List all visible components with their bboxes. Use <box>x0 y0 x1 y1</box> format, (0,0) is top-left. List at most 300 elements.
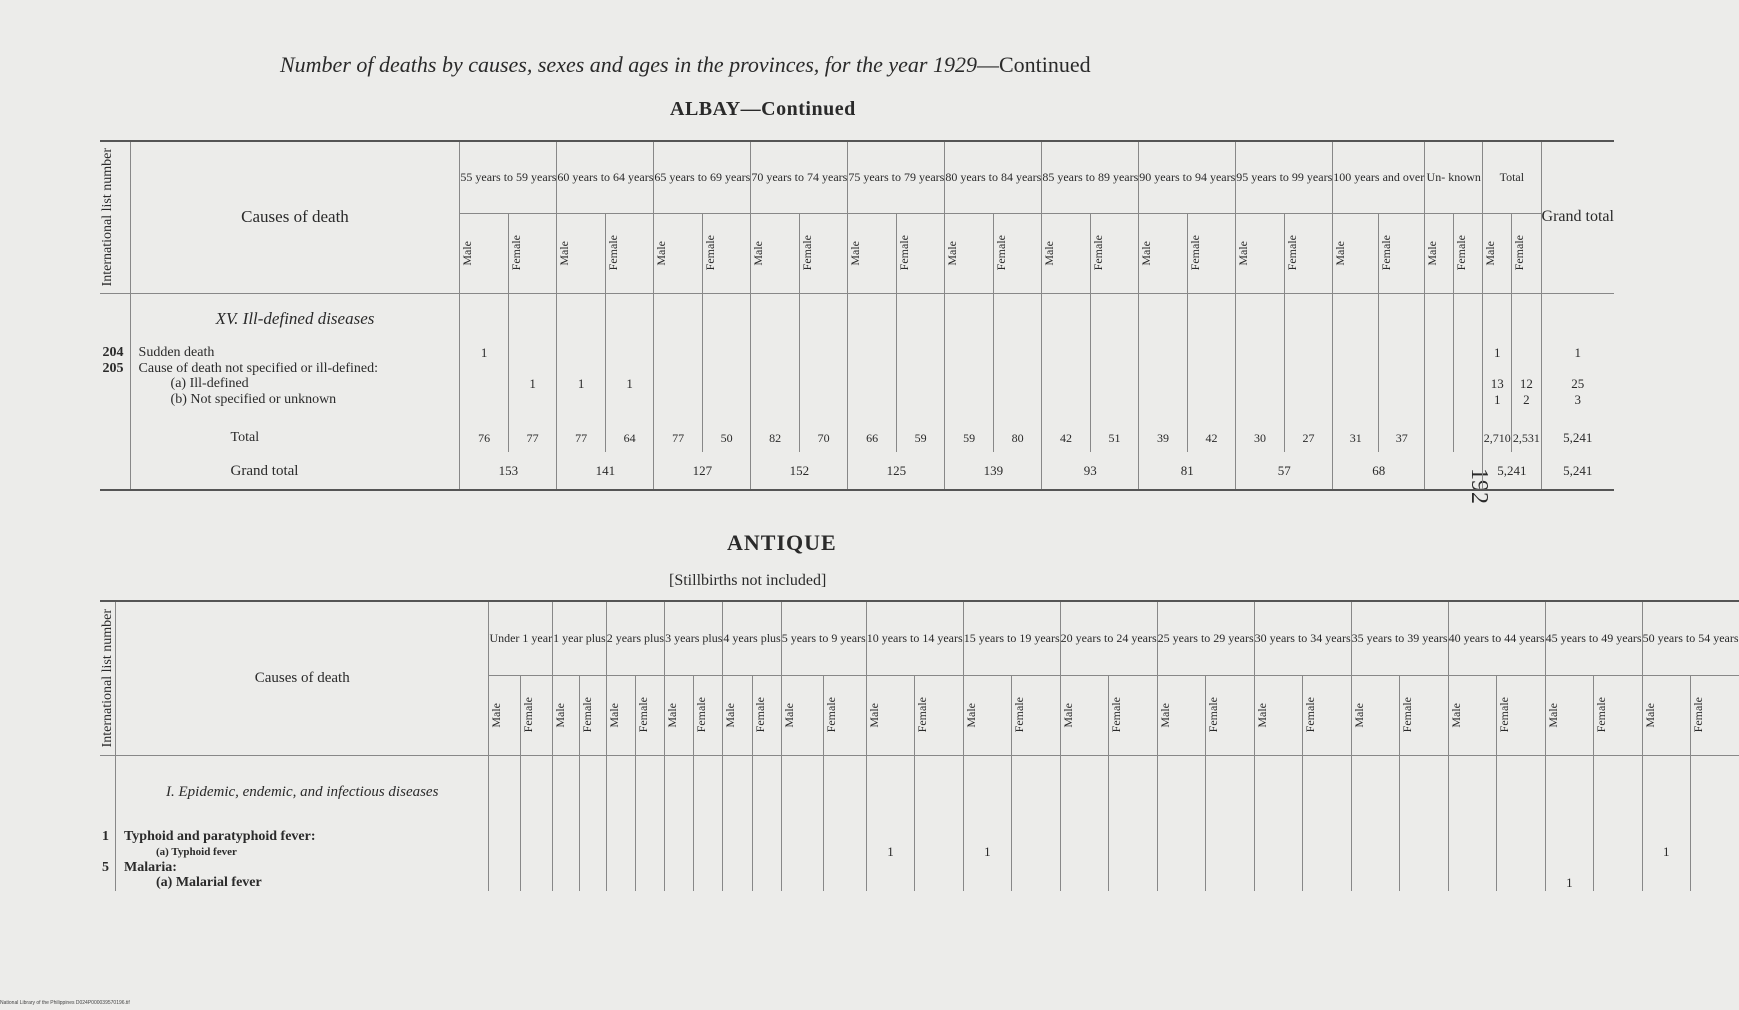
sex-header-male <box>1157 675 1205 755</box>
age-group-header: 1 year plus <box>553 601 607 675</box>
data-cell <box>635 844 664 860</box>
data-cell <box>1454 345 1483 361</box>
grand-age-cell: 141 <box>557 452 654 490</box>
data-cell <box>723 860 752 875</box>
empty-cell <box>1187 408 1236 424</box>
empty-cell <box>945 293 993 345</box>
data-cell: 1 <box>605 376 654 392</box>
empty-cell <box>702 408 751 424</box>
title-suffix: —Continued <box>976 52 1091 77</box>
data-cell <box>1206 829 1255 844</box>
data-cell <box>1448 844 1496 860</box>
empty-cell <box>1090 293 1139 345</box>
cause-name: (a) Malarial fever <box>116 875 489 891</box>
data-cell <box>1284 345 1333 361</box>
empty-cell <box>1379 408 1425 424</box>
data-cell <box>1042 361 1090 376</box>
sex-label: Male <box>781 702 796 728</box>
sex-header-male <box>1139 213 1187 293</box>
data-cell <box>489 875 521 891</box>
age-group-header: 20 years to 24 years <box>1060 601 1157 675</box>
data-cell <box>1254 875 1302 891</box>
empty-cell <box>1379 293 1425 345</box>
data-cell <box>1303 860 1352 875</box>
antique-table <box>100 600 1739 891</box>
data-cell <box>866 829 914 844</box>
total-cell: 42 <box>1187 424 1236 452</box>
total-cell: 77 <box>557 424 605 452</box>
data-cell <box>723 829 752 844</box>
data-cell <box>1379 376 1425 392</box>
sex-label: Female <box>579 697 594 733</box>
sex-header-female <box>799 213 848 293</box>
empty-cell <box>1425 293 1454 345</box>
data-cell <box>1012 829 1061 844</box>
empty-cell <box>723 755 752 829</box>
sex-header-male <box>1448 675 1496 755</box>
data-cell <box>1187 376 1236 392</box>
data-cell <box>1454 392 1483 408</box>
sex-label: Female <box>824 697 839 733</box>
sex-label: Female <box>508 235 523 271</box>
total-cell: 27 <box>1284 424 1333 452</box>
empty-cell <box>1642 755 1690 829</box>
empty-cell <box>1690 755 1738 829</box>
sex-header-male <box>489 675 521 755</box>
sex-label: Female <box>1594 697 1609 733</box>
data-cell <box>1690 860 1738 875</box>
data-cell <box>1379 361 1425 376</box>
total-cell: 76 <box>460 424 508 452</box>
sex-label: Male <box>1236 240 1251 266</box>
data-cell <box>1206 860 1255 875</box>
data-cell <box>799 376 848 392</box>
empty-cell <box>1448 755 1496 829</box>
data-cell <box>1236 345 1284 361</box>
sex-header-male <box>460 213 508 293</box>
age-group-header: 85 years to 89 years <box>1042 141 1139 213</box>
table-row <box>100 345 1614 361</box>
sex-header-male <box>557 213 605 293</box>
data-cell: 1 <box>1642 844 1690 860</box>
empty-cell <box>1284 293 1333 345</box>
age-group-header: 15 years to 19 years <box>963 601 1060 675</box>
data-cell <box>1206 844 1255 860</box>
data-cell <box>1690 829 1738 844</box>
data-cell <box>665 875 694 891</box>
age-group-header: Un- known <box>1425 141 1483 213</box>
sex-label: Female <box>752 697 767 733</box>
data-cell <box>993 376 1042 392</box>
age-group-header: 3 years plus <box>665 601 723 675</box>
sex-header-male <box>654 213 702 293</box>
sex-header-female <box>1303 675 1352 755</box>
data-cell <box>1157 860 1205 875</box>
empty-cell <box>508 408 557 424</box>
data-cell <box>460 376 508 392</box>
data-cell <box>1254 860 1302 875</box>
data-cell <box>1060 875 1108 891</box>
sex-label: Male <box>751 240 766 266</box>
data-cell <box>848 392 896 408</box>
table-row <box>100 829 1739 844</box>
data-cell <box>553 829 580 844</box>
data-cell <box>1425 376 1454 392</box>
data-cell <box>993 361 1042 376</box>
grand-age-cell: 68 <box>1333 452 1425 490</box>
data-cell <box>579 860 606 875</box>
intl-code: 5 <box>102 859 109 875</box>
data-cell <box>665 829 694 844</box>
data-cell <box>1351 875 1399 891</box>
section-heading: I. Epidemic, endemic, and infectious diseases <box>116 755 489 829</box>
section-note: [Stillbirths not included] <box>669 572 827 589</box>
data-cell <box>915 860 964 875</box>
sex-header-male <box>665 675 694 755</box>
cause-name: Sudden death <box>130 345 460 361</box>
data-cell <box>635 829 664 844</box>
empty-cell <box>945 408 993 424</box>
sex-header-female <box>1690 675 1738 755</box>
data-cell <box>781 844 823 860</box>
sex-header-female <box>579 675 606 755</box>
data-cell <box>1642 860 1690 875</box>
data-cell <box>1351 844 1399 860</box>
grand-age-cell: 153 <box>460 452 557 490</box>
total-label: Total <box>130 424 460 452</box>
empty-cell <box>799 408 848 424</box>
sex-label: Female <box>1400 697 1415 733</box>
sex-label: Male <box>553 702 568 728</box>
total-cell: 2,710 <box>1483 424 1512 452</box>
sex-header-male <box>553 675 580 755</box>
data-cell <box>799 345 848 361</box>
empty-cell <box>1333 293 1379 345</box>
section-title-antique: ANTIQUE <box>727 530 837 555</box>
data-cell <box>945 345 993 361</box>
intl-code: 204 <box>102 345 124 360</box>
data-cell <box>1379 392 1425 408</box>
total-cell: 50 <box>702 424 751 452</box>
sex-label: Female <box>1109 697 1124 733</box>
sex-label: Female <box>896 235 911 271</box>
empty-cell <box>1236 293 1284 345</box>
data-cell <box>848 361 896 376</box>
data-cell <box>1690 875 1738 891</box>
empty-cell <box>130 408 460 424</box>
empty-cell <box>557 408 605 424</box>
data-cell <box>1351 860 1399 875</box>
data-cell <box>1425 345 1454 361</box>
data-cell <box>489 829 521 844</box>
empty-cell <box>665 755 694 829</box>
intl-code <box>100 392 130 408</box>
grand-total-cell: 3 <box>1541 392 1614 408</box>
empty-cell <box>553 755 580 829</box>
empty-cell <box>1060 755 1108 829</box>
data-cell <box>1090 376 1139 392</box>
data-cell <box>1284 376 1333 392</box>
data-cell <box>579 875 606 891</box>
data-cell <box>1139 392 1187 408</box>
empty-cell <box>1206 755 1255 829</box>
data-cell <box>751 376 799 392</box>
total-row <box>100 424 1614 452</box>
data-cell <box>606 875 635 891</box>
empty-cell <box>654 293 702 345</box>
data-cell <box>752 860 781 875</box>
data-cell <box>848 345 896 361</box>
data-cell <box>1303 829 1352 844</box>
data-cell <box>1400 860 1449 875</box>
empty-cell <box>1425 408 1454 424</box>
cause-name: (a) Ill-defined <box>130 376 460 392</box>
sex-label: Male <box>848 240 863 266</box>
empty-cell <box>1594 755 1643 829</box>
data-cell <box>635 860 664 875</box>
data-cell <box>1109 875 1158 891</box>
empty-cell <box>460 293 508 345</box>
data-cell <box>521 829 553 844</box>
data-cell <box>1333 345 1379 361</box>
data-cell <box>1090 361 1139 376</box>
data-cell <box>1060 844 1108 860</box>
data-cell <box>1206 875 1255 891</box>
data-cell <box>1187 345 1236 361</box>
empty-cell <box>1284 408 1333 424</box>
age-group-header: 70 years to 74 years <box>751 141 848 213</box>
age-group-header: 90 years to 94 years <box>1139 141 1236 213</box>
sex-label: Male <box>1448 702 1463 728</box>
data-cell <box>1060 860 1108 875</box>
data-cell <box>915 875 964 891</box>
data-cell <box>1139 361 1187 376</box>
data-cell <box>1157 844 1205 860</box>
age-group-header: 30 years to 34 years <box>1254 601 1351 675</box>
sex-label: Male <box>557 240 572 266</box>
empty-cell <box>100 408 130 424</box>
data-cell <box>1012 844 1061 860</box>
age-group-header: 75 years to 79 years <box>848 141 945 213</box>
data-cell <box>1642 875 1690 891</box>
data-cell <box>1497 844 1546 860</box>
empty-cell <box>915 755 964 829</box>
sex-label: Male <box>723 702 738 728</box>
table-row <box>100 844 1739 860</box>
age-group-header: 10 years to 14 years <box>866 601 963 675</box>
sex-label: Female <box>1454 235 1469 271</box>
data-cell <box>1454 376 1483 392</box>
data-cell <box>702 392 751 408</box>
empty-cell <box>100 424 130 452</box>
sex-header-female <box>752 675 781 755</box>
data-cell <box>963 875 1011 891</box>
data-cell <box>605 345 654 361</box>
causes-header: Causes of death <box>116 601 489 755</box>
data-cell <box>1333 361 1379 376</box>
empty-cell <box>605 408 654 424</box>
sex-header-female <box>508 213 557 293</box>
empty-cell <box>751 293 799 345</box>
footer-note: National Library of the Philippines D024P000039570196.tif <box>0 1000 130 1006</box>
sex-label: Female <box>993 235 1008 271</box>
total-cell: 66 <box>848 424 896 452</box>
sex-header-female <box>694 675 723 755</box>
data-cell <box>752 875 781 891</box>
age-group-header: 65 years to 69 years <box>654 141 751 213</box>
age-group-header: 45 years to 49 years <box>1545 601 1642 675</box>
empty-cell <box>1483 293 1512 345</box>
sex-header-male <box>1042 213 1090 293</box>
empty-cell <box>100 755 116 829</box>
data-cell <box>694 860 723 875</box>
data-cell: 1 <box>1483 345 1512 361</box>
empty-cell <box>1483 408 1512 424</box>
section-heading: XV. Ill-defined diseases <box>130 293 460 345</box>
data-cell <box>1642 829 1690 844</box>
data-cell <box>723 875 752 891</box>
data-cell <box>1284 361 1333 376</box>
grand-age-cell: 5,241 <box>1483 452 1541 490</box>
data-cell <box>1303 875 1352 891</box>
empty-cell <box>1454 293 1483 345</box>
data-cell <box>723 844 752 860</box>
grand-age-cell: 81 <box>1139 452 1236 490</box>
sex-header-female <box>1090 213 1139 293</box>
intl-list-header <box>100 601 116 755</box>
sex-header-female <box>1187 213 1236 293</box>
data-cell <box>694 844 723 860</box>
sex-header-female <box>896 213 945 293</box>
data-cell <box>654 392 702 408</box>
sex-header-male <box>1254 675 1302 755</box>
empty-cell <box>848 293 896 345</box>
data-cell <box>508 361 557 376</box>
data-cell <box>1497 860 1546 875</box>
empty-cell <box>799 293 848 345</box>
intl-list-header <box>100 141 130 293</box>
sex-header-male <box>945 213 993 293</box>
cause-name: Cause of death not specified or ill-defined: <box>130 361 460 376</box>
empty-cell <box>781 755 823 829</box>
sex-label: Male <box>489 702 504 728</box>
sex-header-male <box>1483 213 1512 293</box>
data-cell <box>1042 345 1090 361</box>
data-cell <box>489 844 521 860</box>
data-cell <box>963 860 1011 875</box>
data-cell: 1 <box>963 844 1011 860</box>
data-cell <box>1545 860 1593 875</box>
empty-cell <box>896 293 945 345</box>
data-cell <box>665 860 694 875</box>
data-cell <box>1109 860 1158 875</box>
empty-cell <box>521 755 553 829</box>
data-cell <box>945 376 993 392</box>
data-cell <box>824 829 867 844</box>
data-cell <box>1497 875 1546 891</box>
total-cell: 37 <box>1379 424 1425 452</box>
data-cell <box>1236 361 1284 376</box>
data-cell <box>1139 345 1187 361</box>
data-cell <box>1425 392 1454 408</box>
empty-cell <box>1157 755 1205 829</box>
empty-cell <box>1541 408 1614 424</box>
sex-label: Female <box>799 235 814 271</box>
sex-header-male <box>606 675 635 755</box>
grand-age-cell: 139 <box>945 452 1042 490</box>
sex-header-male <box>1545 675 1593 755</box>
empty-cell <box>752 755 781 829</box>
sex-header-male <box>1060 675 1108 755</box>
data-cell <box>752 844 781 860</box>
sex-header-female <box>1497 675 1546 755</box>
data-cell <box>460 361 508 376</box>
intl-code <box>100 844 116 860</box>
data-cell <box>896 345 945 361</box>
empty-cell <box>1139 408 1187 424</box>
data-cell <box>824 860 867 875</box>
total-cell <box>1454 424 1483 452</box>
age-group-header: 25 years to 29 years <box>1157 601 1254 675</box>
total-cell <box>1425 424 1454 452</box>
grand-total-cell: 25 <box>1541 376 1614 392</box>
sex-label: Male <box>1254 702 1269 728</box>
data-cell <box>993 392 1042 408</box>
sex-label: Female <box>1187 235 1202 271</box>
data-cell <box>1187 392 1236 408</box>
data-cell <box>781 860 823 875</box>
total-cell: 70 <box>799 424 848 452</box>
data-cell: 1 <box>557 376 605 392</box>
data-cell <box>1157 875 1205 891</box>
grand-age-cell <box>1425 452 1483 490</box>
data-cell <box>751 392 799 408</box>
sex-header-female <box>1109 675 1158 755</box>
data-cell <box>751 361 799 376</box>
data-cell <box>896 392 945 408</box>
data-cell <box>1303 844 1352 860</box>
empty-cell <box>100 293 130 345</box>
sex-header-female <box>1512 213 1541 293</box>
data-cell <box>605 361 654 376</box>
data-cell <box>489 860 521 875</box>
sex-label: Male <box>866 702 881 728</box>
sex-header-male <box>1642 675 1690 755</box>
data-cell <box>1042 376 1090 392</box>
age-group-header: Under 1 year <box>489 601 553 675</box>
sex-header-male <box>1351 675 1399 755</box>
data-cell <box>799 392 848 408</box>
sex-label: Male <box>1333 240 1348 266</box>
data-cell <box>1448 860 1496 875</box>
sex-header-male <box>848 213 896 293</box>
sex-header-female <box>1594 675 1643 755</box>
total-cell: 39 <box>1139 424 1187 452</box>
empty-cell <box>751 408 799 424</box>
cause-name: (a) Typhoid fever <box>116 844 489 860</box>
total-cell: 30 <box>1236 424 1284 452</box>
data-cell <box>824 875 867 891</box>
data-cell <box>1497 829 1546 844</box>
sex-header-male <box>1333 213 1379 293</box>
sex-label: Male <box>1060 702 1075 728</box>
grand-grand-cell: 5,241 <box>1541 452 1614 490</box>
sex-header-female <box>1400 675 1449 755</box>
data-cell <box>553 844 580 860</box>
sex-label: Male <box>1545 702 1560 728</box>
empty-cell <box>896 408 945 424</box>
data-cell <box>1042 392 1090 408</box>
